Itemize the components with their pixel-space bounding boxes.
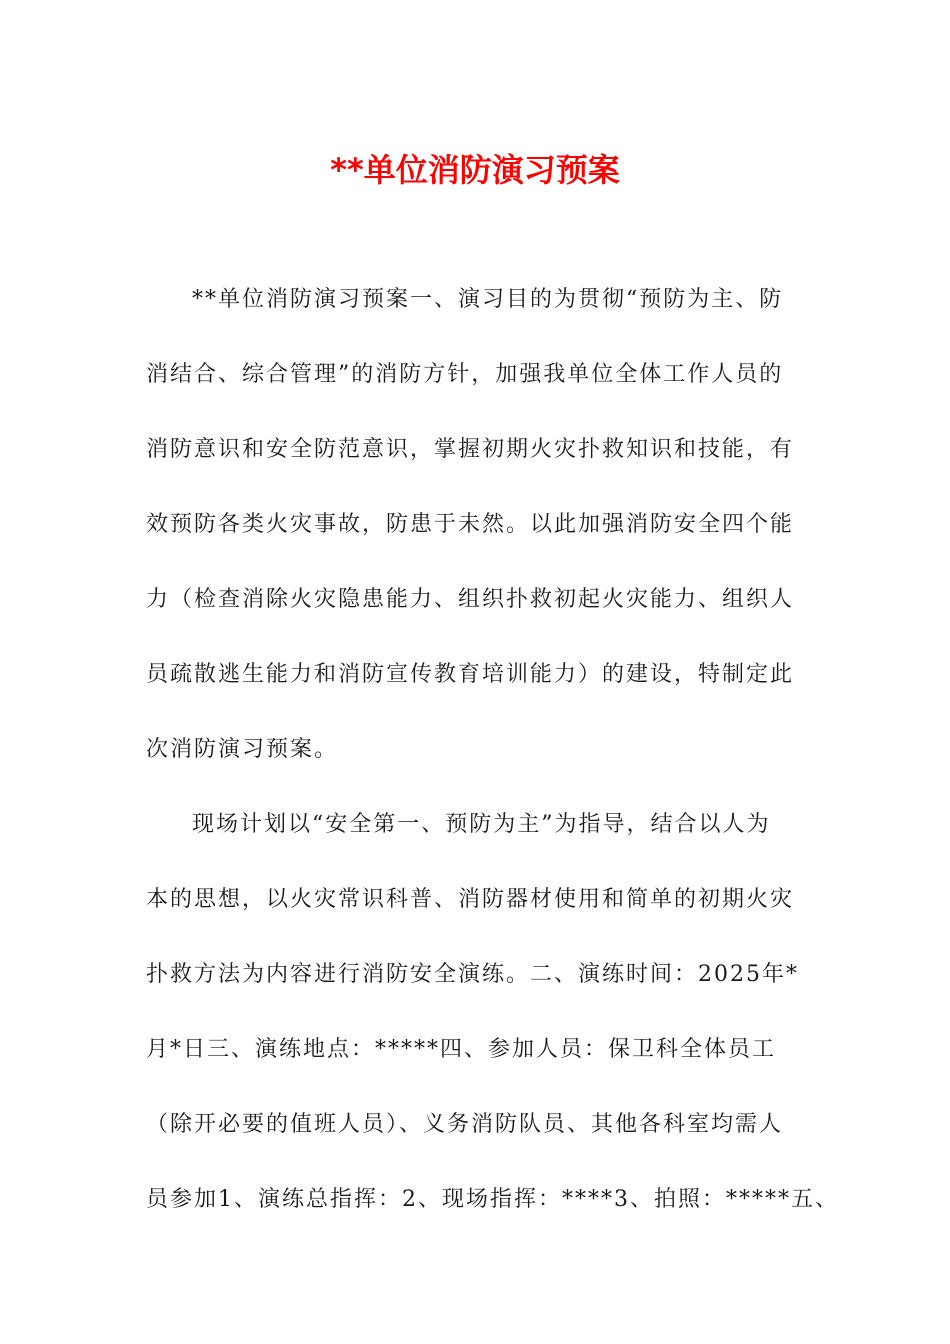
body-line: 员疏散逃生能力和消防宣传教育培训能力）的建设，特制定此 bbox=[146, 662, 795, 687]
body-line: 扑救方法为内容进行消防安全演练。二、演练时间：2025年* bbox=[146, 962, 799, 987]
body-line: 消防意识和安全防范意识，掌握初期火灾扑救知识和技能，有 bbox=[146, 437, 795, 462]
body-line: （除开必要的值班人员）、义务消防队员、其他各科室均需人 bbox=[146, 1112, 784, 1137]
body-line: **单位消防演习预案一、演习目的为贯彻“预防为主、防 bbox=[192, 287, 784, 312]
body-line: 月*日三、演练地点：*****四、参加人员：保卫科全体员工 bbox=[146, 1037, 777, 1062]
body-line: 员参加1、演练总指挥：2、现场指挥：****3、拍照：*****五、 bbox=[146, 1187, 839, 1212]
body-line: 效预防各类火灾事故，防患于未然。以此加强消防安全四个能 bbox=[146, 512, 795, 537]
body-line: 消结合、综合管理”的消防方针，加强我单位全体工作人员的 bbox=[146, 362, 784, 387]
body-line: 本的思想，以火灾常识科普、消防器材使用和简单的初期火灾 bbox=[146, 887, 795, 912]
body-line: 力（检查消除火灾隐患能力、组织扑救初起火灾能力、组织人 bbox=[146, 587, 795, 612]
body-line: 次消防演习预案。 bbox=[146, 737, 339, 762]
document-title: **单位消防演习预案 bbox=[330, 151, 620, 189]
body-line: 现场计划以“安全第一、预防为主”为指导，结合以人为 bbox=[192, 812, 771, 837]
